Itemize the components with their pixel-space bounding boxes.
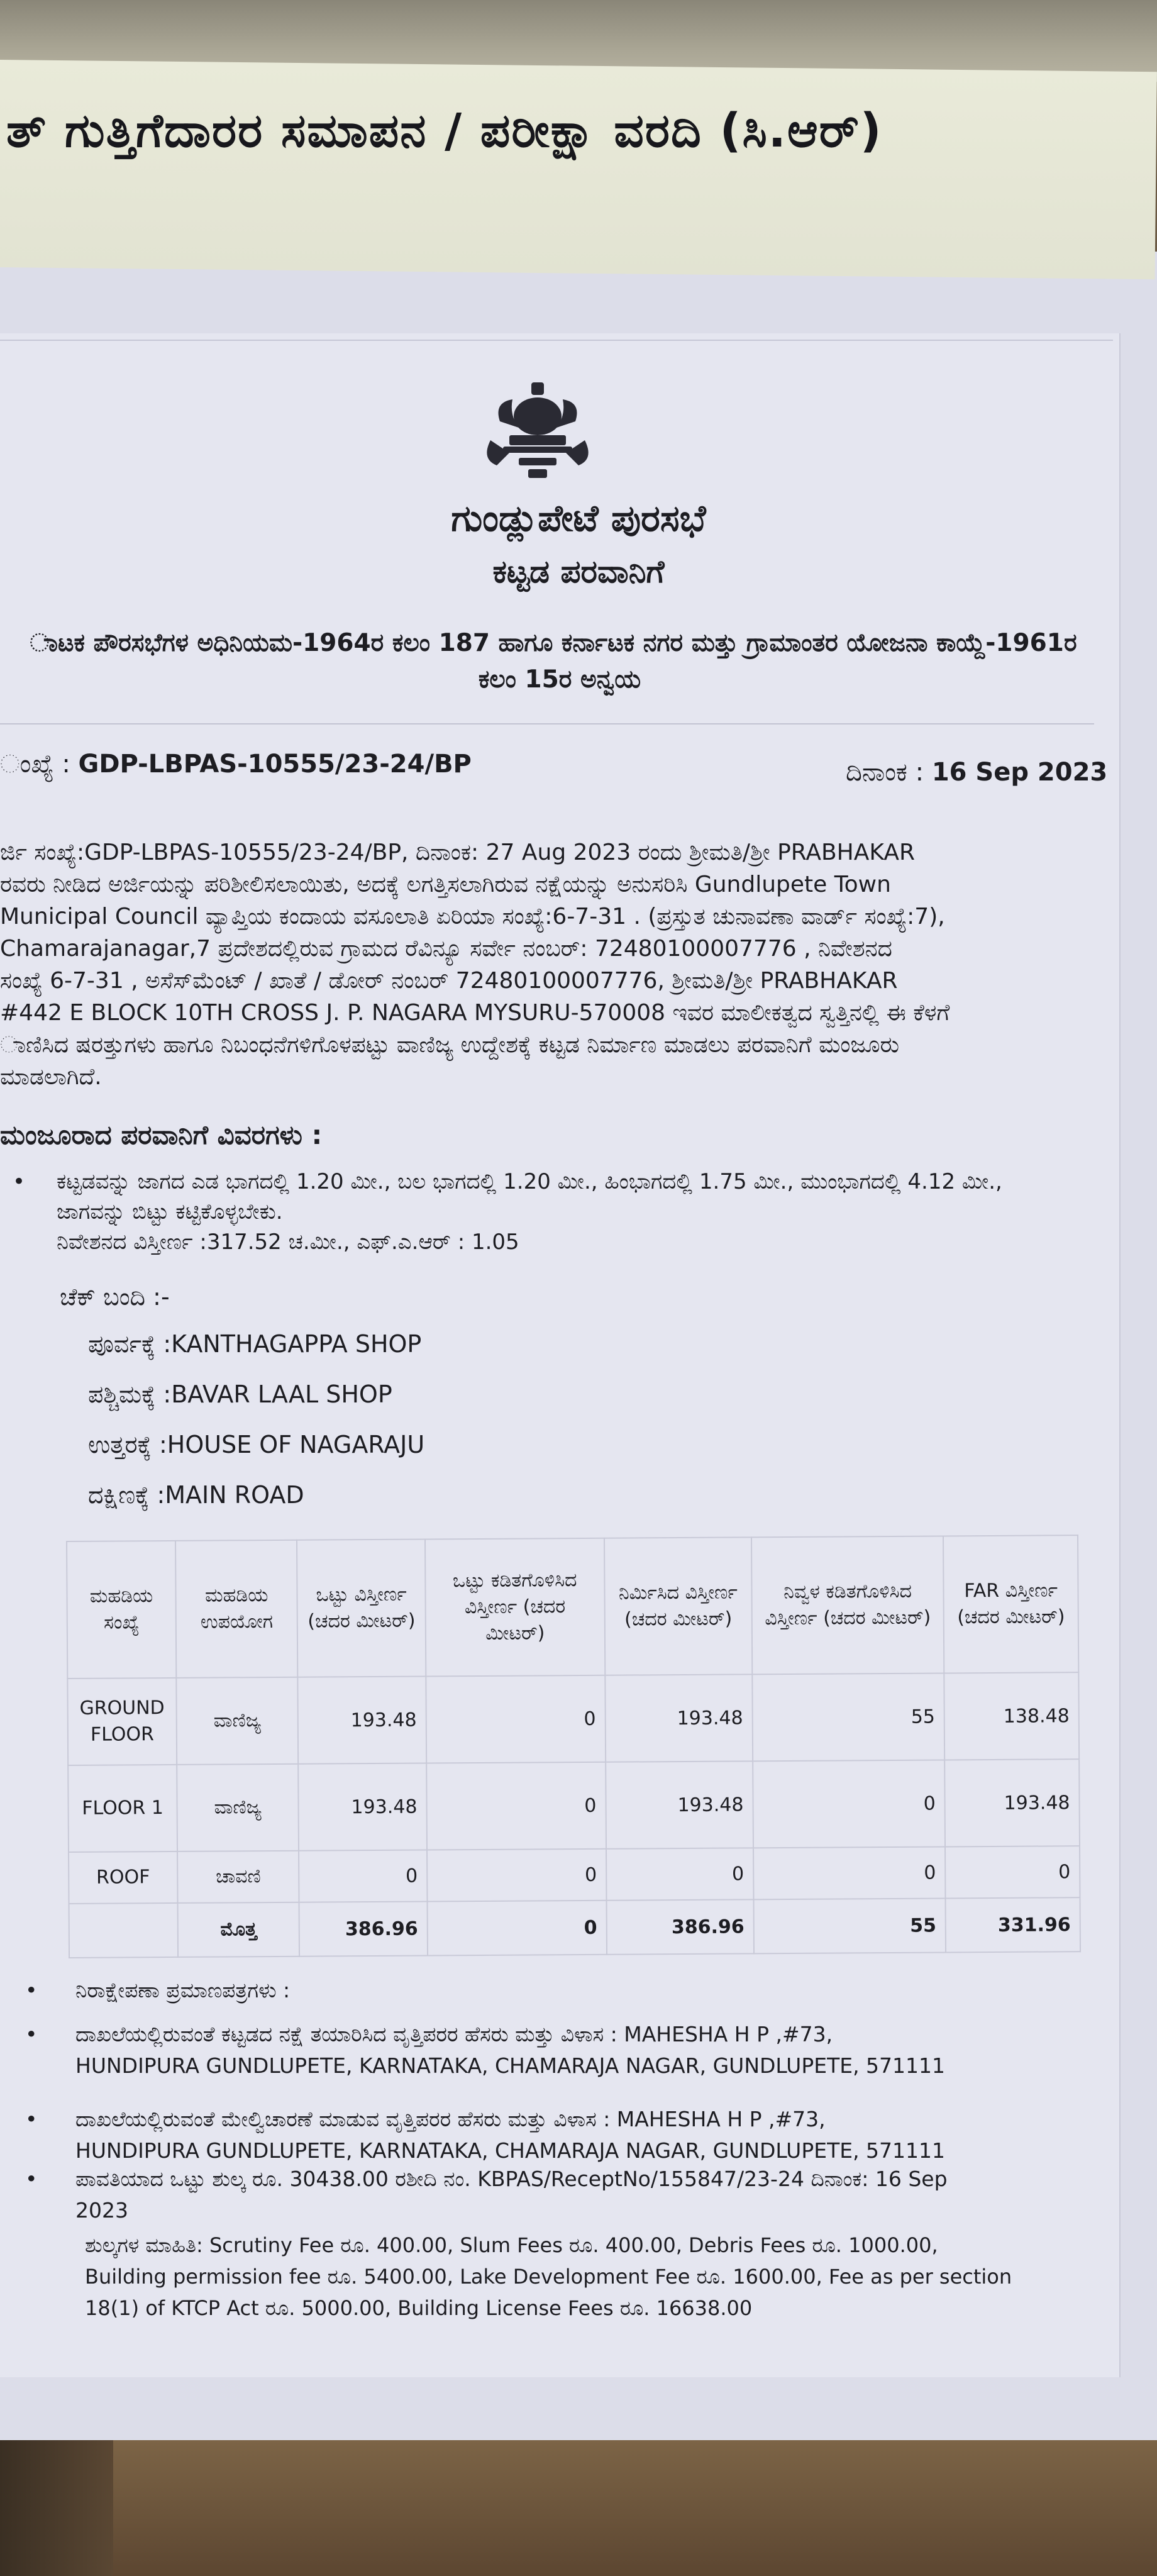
setback-line-2: ಜಾಗವನ್ನು ಬಿಟ್ಟು ಕಟ್ಟಿಕೊಳ್ಳಬೇಕು. xyxy=(57,1199,283,1224)
issue-date-value: 16 Sep 2023 xyxy=(931,758,1108,787)
floor-number xyxy=(69,1903,179,1958)
net-deducted-area: 55 xyxy=(752,1673,944,1761)
far-area: 331.96 xyxy=(946,1897,1080,1952)
supervisor-text xyxy=(75,2104,945,2167)
column-header: ಒಟ್ಟು ವಿಸ್ತೀರ್ಣ (ಚದರ ಮೀಟರ್) xyxy=(297,1540,426,1677)
floor-use: ಚಾವಣಿ xyxy=(177,1851,299,1903)
reference-number-value: GDP-LBPAS-10555/23-24/BP xyxy=(78,750,472,779)
details-title: ಮಂಜೂರಾದ ಪರವಾನಿಗೆ ವಿವರಗಳು : xyxy=(0,1119,323,1150)
total-area: 0 xyxy=(299,1850,427,1902)
paragraph-line: #442 E BLOCK 10TH CROSS J. P. NAGARA MYSURU-570008 ಇವರ ಮಾಲೀಕತ್ವದ ಸ್ವತ್ತಿನಲ್ಲಿ ಈ ಕೆಳಗೆ xyxy=(0,1000,950,1026)
certificates-title: ನಿರಾಕ್ಷೇಪಣಾ ಪ್ರಮಾಣಪತ್ರಗಳು : xyxy=(75,1978,291,2002)
boundary-north: ಉತ್ತರಕ್ಕೆ :HOUSE OF NAGARAJU xyxy=(88,1431,425,1458)
table-row xyxy=(68,1759,1080,1852)
net-deducted-area: 0 xyxy=(753,1846,946,1899)
fees-line-3: 18(1) of KTCP Act ರೂ. 5000.00, Building License Fees ರೂ. 16638.00 xyxy=(85,2296,753,2320)
floor-number: GROUND FLOOR xyxy=(67,1678,177,1765)
built-area: 386.96 xyxy=(606,1899,754,1954)
top-sheet-title: ತ್ ಗುತ್ತಿಗೆದಾರರ ಸಮಾಪನ / ಪರೀಕ್ಷಾ ವರದಿ (ಸಿ.ಆರ್) xyxy=(6,104,883,158)
boundary-title: ಚೆಕ್ ಬಂದಿ :- xyxy=(60,1283,170,1311)
paragraph-line: ಾಣಿಸಿದ ಷರತ್ತುಗಳು ಹಾಗೂ ನಿಬಂಧನೆಗಳಿಗೊಳಪಟ್ಟು ವಾಣಿಜ್ಯ ಉದ್ದೇಶಕ್ಕೆ ಕಟ್ಟಡ ನಿರ್ಮಾಣ ಮಾಡಲು ಪರವಾನಿಗೆ ಮಂಜೂರು xyxy=(0,1032,900,1058)
floor-number: FLOOR 1 xyxy=(68,1765,177,1852)
column-header: ಒಟ್ಟು ಕಡಿತಗೊಳಿಸಿದ ವಿಸ್ತೀರ್ಣ (ಚದರ ಮೀಟರ್) xyxy=(425,1538,605,1677)
bullet-mark: • xyxy=(25,2167,38,2191)
header-divider xyxy=(0,723,1094,724)
architect-line-1: ದಾಖಲೆಯಲ್ಲಿರುವಂತೆ ಕಟ್ಟಡದ ನಕ್ಷೆ ತಯಾರಿಸಿದ ವೃತ್ತಿಪರರ ಹೆಸರು ಮತ್ತು ವಿಳಾಸ : MAHESHA H P ,#73, xyxy=(75,2022,833,2046)
deducted-area: 0 xyxy=(426,1675,606,1763)
total-area: 386.96 xyxy=(299,1902,428,1957)
bullet-mark: • xyxy=(13,1169,26,1194)
paragraph-line: ರವರು ನೀಡಿದ ಅರ್ಜಿಯನ್ನು ಪರಿಶೀಲಿಸಲಾಯಿತು, ಅದಕ್ಕೆ ಲಗತ್ತಿಸಲಾಗಿರುವ ನಕ್ಷೆಯನ್ನು ಅನುಸರಿಸಿ Gundlupete Town xyxy=(0,872,891,897)
column-header: ಮಹಡಿಯ ಸಂಖ್ಯೆ xyxy=(67,1541,176,1679)
total-area: 193.48 xyxy=(298,1677,426,1764)
paragraph-line: ರ್ಜಿ ಸಂಖ್ಯೆ:GDP-LBPAS-10555/23-24/BP, ದಿನಾಂಕ: 27 Aug 2023 ರಂದು ಶ್ರೀಮತಿ/ಶ್ರೀ PRABHAKAR xyxy=(0,840,915,865)
fees-line-2: Building permission fee ರೂ. 5400.00, Lake Development Fee ರೂ. 1600.00, Fee as per section xyxy=(85,2265,1012,2289)
column-header: ನಿವ್ವಳ ಕಡಿತಗೊಳಿಸಿದ ವಿಸ್ತೀರ್ಣ (ಚದರ ಮೀಟರ್) xyxy=(751,1536,944,1674)
boundary-west: ಪಶ್ಚಿಮಕ್ಕೆ :BAVAR LAAL SHOP xyxy=(88,1380,392,1408)
far-area: 138.48 xyxy=(944,1672,1080,1760)
organization-name: ಗುಂಡ್ಲುಪೇಟೆ ಪುರಸಭೆ xyxy=(451,497,706,540)
act-reference-line-1: ಾಟಕ ಪೌರಸಭೆಗಳ ಅಧಿನಿಯಮ-1964ರ ಕಲಂ 187 ಹಾಗೂ ಕರ್ನಾಟಕ ನಗರ ಮತ್ತು ಗ್ರಾಮಾಂತರ ಯೋಜನಾ ಕಾಯ್ದೆ-1961ರ xyxy=(30,629,1077,657)
state-emblem-icon xyxy=(475,377,601,484)
boundary-east: ಪೂರ್ವಕ್ಕೆ :KANTHAGAPPA SHOP xyxy=(88,1330,422,1358)
total-label: ಮೊತ್ತ xyxy=(178,1902,300,1957)
page-top-rule xyxy=(0,340,1113,341)
built-area: 193.48 xyxy=(606,1761,753,1848)
floor-use: ವಾಣಿಜ್ಯ xyxy=(177,1764,299,1852)
floor-use: ವಾಣಿಜ್ಯ xyxy=(176,1677,298,1765)
table-row xyxy=(69,1846,1080,1904)
table-row xyxy=(67,1672,1079,1765)
deducted-area: 0 xyxy=(427,1901,606,1956)
payment-line-1: ಪಾವತಿಯಾದ ಒಟ್ಟು ಶುಲ್ಕ ರೂ. 30438.00 ರಶೀದಿ ನಂ. KBPAS/ReceptNo/155847/23-24 ದಿನಾಂಕ: 16 Sep xyxy=(75,2167,948,2191)
far-area: 193.48 xyxy=(944,1759,1080,1846)
architect-text xyxy=(75,2019,945,2082)
setback-line-1: ಕಟ್ಟಡವನ್ನು ಜಾಗದ ಎಡ ಭಾಗದಲ್ಲಿ 1.20 ಮೀ., ಬಲ ಭಾಗದಲ್ಲಿ 1.20 ಮೀ., ಹಿಂಭಾಗದಲ್ಲಿ 1.75 ಮೀ., ಮುಂಭಾಗದಲ್ಲಿ 4.12 ಮೀ., xyxy=(57,1169,1002,1194)
column-header: FAR ವಿಸ್ತೀರ್ಣ (ಚದರ ಮೀಟರ್) xyxy=(943,1535,1078,1673)
top-folded-sheet xyxy=(0,60,1157,279)
column-header: ನಿರ್ಮಿಸಿದ ವಿಸ್ತೀರ್ಣ (ಚದರ ಮೀಟರ್) xyxy=(604,1537,752,1675)
floor-number: ROOF xyxy=(69,1852,177,1904)
built-area: 193.48 xyxy=(605,1674,753,1762)
site-area: ನಿವೇಶನದ ವಿಸ್ತೀರ್ಣ :317.52 ಚ.ಮೀ., ಎಫ್.ಎ.ಆರ್ : 1.05 xyxy=(57,1230,519,1255)
paragraph-line: ಸಂಖ್ಯೆ 6-7-31 , ಅಸೆಸ್‌ಮೆಂಟ್ / ಖಾತೆ / ಡೋರ್ ನಂಬರ್ 72480100007776, ಶ್ರೀಮತಿ/ಶ್ರೀ PRABHAKAR xyxy=(0,968,898,994)
reference-number xyxy=(0,750,472,779)
paragraph-line: Chamarajanagar,7 ಪ್ರದೇಶದಲ್ಲಿರುವ ಗ್ರಾಮದ ರೆವಿನ್ಯೂ ಸರ್ವೇ ನಂಬರ್: 72480100007776 , ನಿವೇಶನದ xyxy=(0,936,892,962)
document-subtitle: ಕಟ್ಟಡ ಪರವಾನಿಗೆ xyxy=(492,553,665,590)
setback-text xyxy=(57,1167,1094,1257)
fees-line-1: ಶುಲ್ಕಗಳ ಮಾಹಿತಿ: Scrutiny Fee ರೂ. 400.00, Slum Fees ರೂ. 400.00, Debris Fees ರೂ. 1000.00, xyxy=(85,2233,938,2257)
supervisor-line-1: ದಾಖಲೆಯಲ್ಲಿರುವಂತೆ ಮೇಲ್ವಿಚಾರಣೆ ಮಾಡುವ ವೃತ್ತಿಪರರ ಹೆಸರು ಮತ್ತು ವಿಳಾಸ : MAHESHA H P ,#73, xyxy=(75,2107,826,2131)
net-deducted-area: 0 xyxy=(753,1760,945,1848)
issue-date xyxy=(846,758,1107,787)
bullet-mark: • xyxy=(25,2022,38,2046)
payment-line-2: 2023 xyxy=(75,2198,128,2223)
built-area: 0 xyxy=(606,1848,754,1900)
supervisor-line-2: HUNDIPURA GUNDLUPETE, KARNATAKA, CHAMARAJA NAGAR, GUNDLUPETE, 571111 xyxy=(75,2138,946,2163)
table-total-row xyxy=(69,1897,1080,1958)
background-bottom xyxy=(0,2440,1157,2576)
paragraph-line: Municipal Council ವ್ಯಾಪ್ತಿಯ ಕಂದಾಯ ವಸೂಲಾತಿ ಏರಿಯಾ ಸಂಖ್ಯೆ:6-7-31 . (ಪ್ರಸ್ತುತ ಚುನಾವಣಾ ವಾರ್ಡ್ ಸಂಖ್ಯೆ:7), xyxy=(0,904,945,930)
total-area: 193.48 xyxy=(299,1763,427,1851)
paragraph-line: ಮಾಡಲಾಗಿದೆ. xyxy=(0,1064,102,1090)
far-area: 0 xyxy=(945,1846,1080,1898)
table-header-row xyxy=(67,1535,1078,1679)
background-shadow xyxy=(0,2440,113,2576)
permission-paragraph xyxy=(0,836,1082,1093)
payment-text xyxy=(75,2163,948,2226)
bullet-mark: • xyxy=(25,1978,38,2002)
boundary-south: ದಕ್ಷಿಣಕ್ಕೆ :MAIN ROAD xyxy=(88,1481,304,1509)
deducted-area: 0 xyxy=(426,1762,606,1850)
column-header: ಮಹಡಿಯ ಉಪಯೋಗ xyxy=(175,1540,298,1678)
floor-area-table xyxy=(66,1535,1081,1958)
deducted-area: 0 xyxy=(427,1849,606,1902)
issue-date-label: ದಿನಾಂಕ : xyxy=(846,758,932,787)
reference-number-label: ಂಖ್ಯೆ : xyxy=(0,750,79,779)
fee-details xyxy=(85,2229,1012,2324)
net-deducted-area: 55 xyxy=(753,1898,946,1953)
act-reference-line-2: ಕಲಂ 15ರ ಅನ್ವಯ xyxy=(478,665,641,694)
architect-line-2: HUNDIPURA GUNDLUPETE, KARNATAKA, CHAMARAJA NAGAR, GUNDLUPETE, 571111 xyxy=(75,2053,946,2078)
bullet-mark: • xyxy=(25,2107,38,2131)
